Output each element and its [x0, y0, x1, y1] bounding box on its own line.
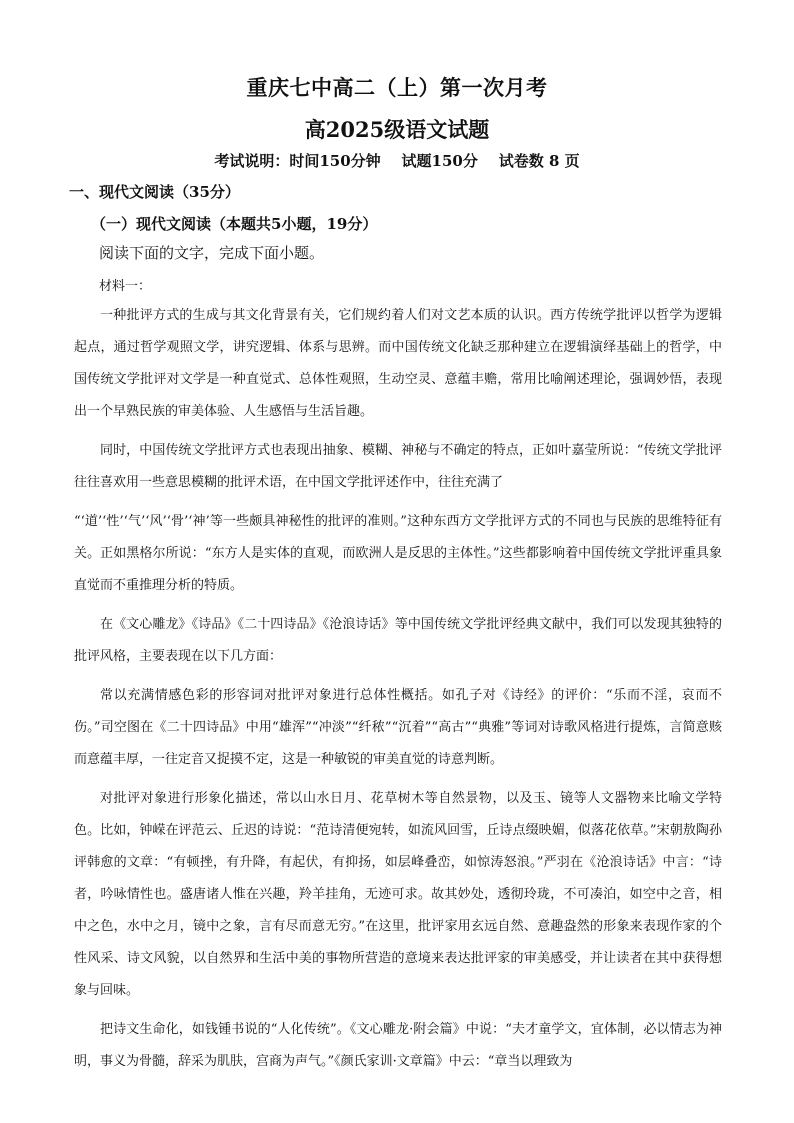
paragraph: “‘道’‘性’‘气’‘风’‘骨’‘神’等一些颇具神秘性的批评的准则。”这种东西方文学批评方式的不同也与民族的思维特征有关。正如黑格尔所说：“东方人是实体的直观，而欧洲人是反思的主体性。”这些都影响着中国传统文学批评重具象直觉而不重推理分析的特质。: [74, 514, 722, 593]
paragraph: 常以充满情感色彩的形容词对批评对象进行总体性概括。如孔子对《诗经》的评价：“乐而不淫，哀而不伤。”司空图在《二十四诗品》中用“雄浑”“冲淡”“纤秾”“沉着”“高古”“典雅”等词对诗歌风格进行提炼，言简意赅而意蕴丰厚，一往定音又捉摸不定，这是一种敏锐的审美直觉的诗意判断。: [74, 688, 722, 767]
exam-instructions: 考试说明：时间150分钟 试题150分 试卷数 8 页: [214, 152, 580, 170]
section-heading: 一、现代文阅读（35分）: [69, 183, 240, 201]
paragraph: 对批评对象进行形象化描述，常以山水日月、花草树木等自然景物，以及玉、镜等人文器物来比喻文学特色。比如，钟嵘在评范云、丘迟的诗说：“范诗清便宛转，如流风回雪，丘诗点缀映媚，似落花依草。”宋朝敖陶孙评韩愈的文章：“有顿挫，有升降，有起伏，有抑扬，如层峰叠峦，如惊涛怒浪。”严羽在《沧浪诗话》中言：“诗者，吟咏情性也。盛唐诸人惟在兴趣，羚羊挂角，无迹可求。故其妙处，透彻玲珑，不可凑泊，如空中之音，相中之色，水中之月，镜中之象，言有尽而意无穷。”在这里，批评家用玄远自然、意趣盎然的形象来表现作家的个性风采、诗文风貌，以自然界和生活中美的事物所营造的意境来表达批评家的审美感受，并让读者在其中获得想象与回味。: [74, 791, 722, 998]
exam-subtitle: 高2025级语文试题: [304, 117, 490, 142]
exam-title: 重庆七中高二（上）第一次月考: [246, 75, 548, 100]
paragraph: 一种批评方式的生成与其文化背景有关，它们规约着人们对文艺本质的认识。西方传统学批评以哲学为逻辑起点，通过哲学观照文学，讲究逻辑、体系与思辨。而中国传统文化缺乏那种建立在逻辑演绎基础上的哲学，中国传统文学批评对文学是一种直觉式、总体性观照，生动空灵、意蕴丰赡，常用比喻阐述理论，强调妙悟，表现出一个早熟民族的审美体验、人生感悟与生活旨趣。: [74, 308, 722, 419]
paragraph: 把诗文生命化，如钱锺书说的“人化传统”。《文心雕龙·附会篇》中说：“夫才童学文，宜体制，必以情志为神明，事义为骨髓，辞采为肌肤，宫商为声气。”《颜氏家训·文章篇》中云：“章当以理致为: [74, 1022, 722, 1069]
material-label: 材料一：: [99, 279, 152, 294]
paragraph: 在《文心雕龙》《诗品》《二十四诗品》《沧浪诗话》等中国传统文学批评经典文献中，我们可以发现其独特的批评风格，主要表现在以下几方面：: [74, 617, 722, 664]
subsection-heading: （一）现代文阅读（本题共5小题，19分）: [91, 215, 378, 233]
paragraph: 同时，中国传统文学批评方式也表现出抽象、模糊、神秘与不确定的特点，正如叶嘉莹所说：“传统文学批评往往喜欢用一些意思模糊的批评术语，在中国文学批评述作中，往往充满了: [74, 443, 722, 490]
passage-body: [74, 300, 722, 1085]
reading-instruction: 阅读下面的文字，完成下面小题。: [99, 244, 325, 262]
